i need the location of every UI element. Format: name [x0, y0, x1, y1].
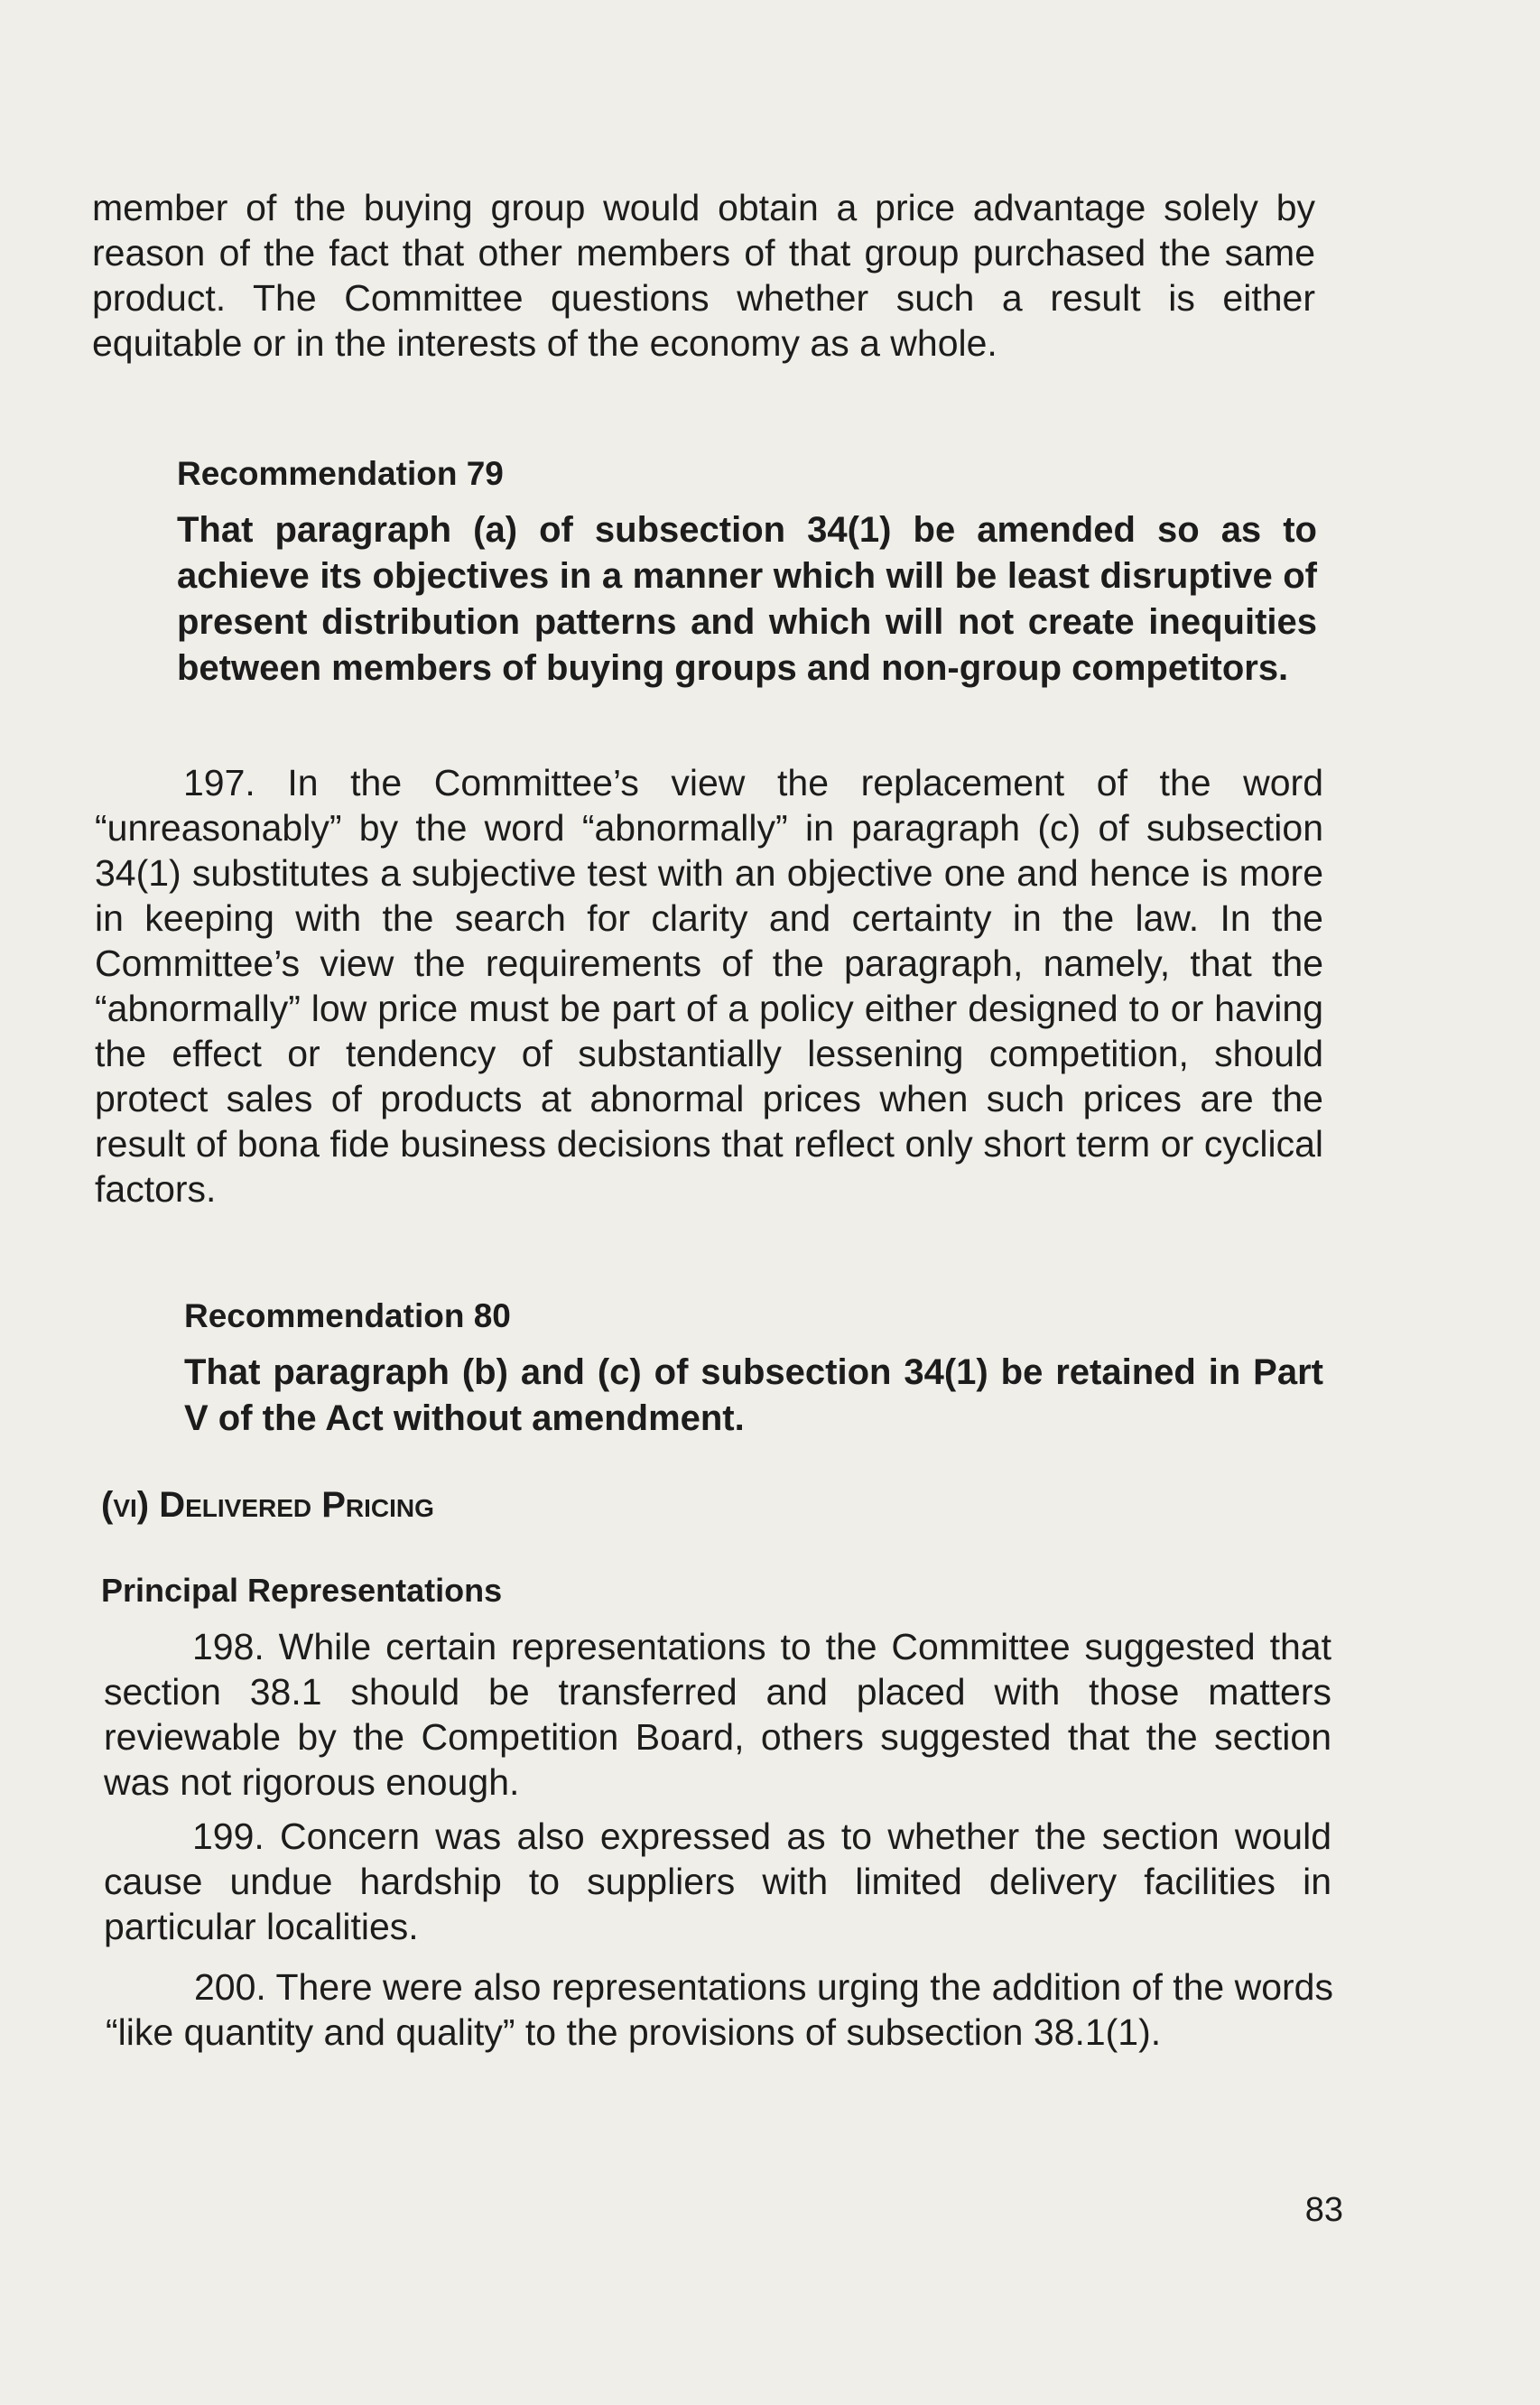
paragraph-198: 198. While certain representations to the Committee suggested that section 38.1 should be transferred and placed with those matters reviewable by the Competition Board, others suggested that the section was not rigorous enough.: [104, 1626, 1331, 1803]
paragraph-200: 200. There were also representations urging the addition of the words “like quantity and quality” to the provisions of subsection 38.1(1).: [106, 1966, 1333, 2053]
paragraph-199: 199. Concern was also expressed as to whether the section would cause undue hardship to suppliers with limited delivery facilities in particular localities.: [104, 1815, 1331, 1947]
recommendation-79-heading: Recommendation 79: [177, 455, 504, 492]
subheading-principal-representations: Principal Representations: [101, 1572, 503, 1609]
paragraph-197: 197. In the Committee’s view the replacement of the word “unreasonably” by the word “abnormally” in paragraph (c) of subsection 34(1) substitutes a subjective test with an objective one and hence is more in keeping with the search for clarity and certainty in the law. In the Committee’s view the requirements of the paragraph, namely, that the “abnormally” low price must be part of a policy either designed to or having the effect or tendency of substantially lessening competition, should protect sales of products at abnormal prices when such prices are the result of bona fide business decisions that reflect only short term or cyclical factors.: [95, 762, 1323, 1210]
page-number: 83: [1304, 2191, 1343, 2229]
recommendation-80-heading: Recommendation 80: [184, 1297, 511, 1334]
paragraph-continuation: member of the buying group would obtain a price advantage solely by reason of the fact that other members of that group purchased the same product. The Committee questions whether such a result is either equitable or in the interests of the economy as a whole.: [92, 187, 1315, 364]
recommendation-79-body: That paragraph (a) of subsection 34(1) be amended so as to achieve its objectives in a manner which will be least disruptive of present distribution patterns and which will not create inequities between members of buying groups and non-group competitors.: [177, 510, 1317, 688]
section-heading-delivered-pricing: (vi) Delivered Pricing: [101, 1485, 434, 1525]
recommendation-80-body: That paragraph (b) and (c) of subsection 34(1) be retained in Part V of the Act without amendment.: [184, 1352, 1323, 1438]
